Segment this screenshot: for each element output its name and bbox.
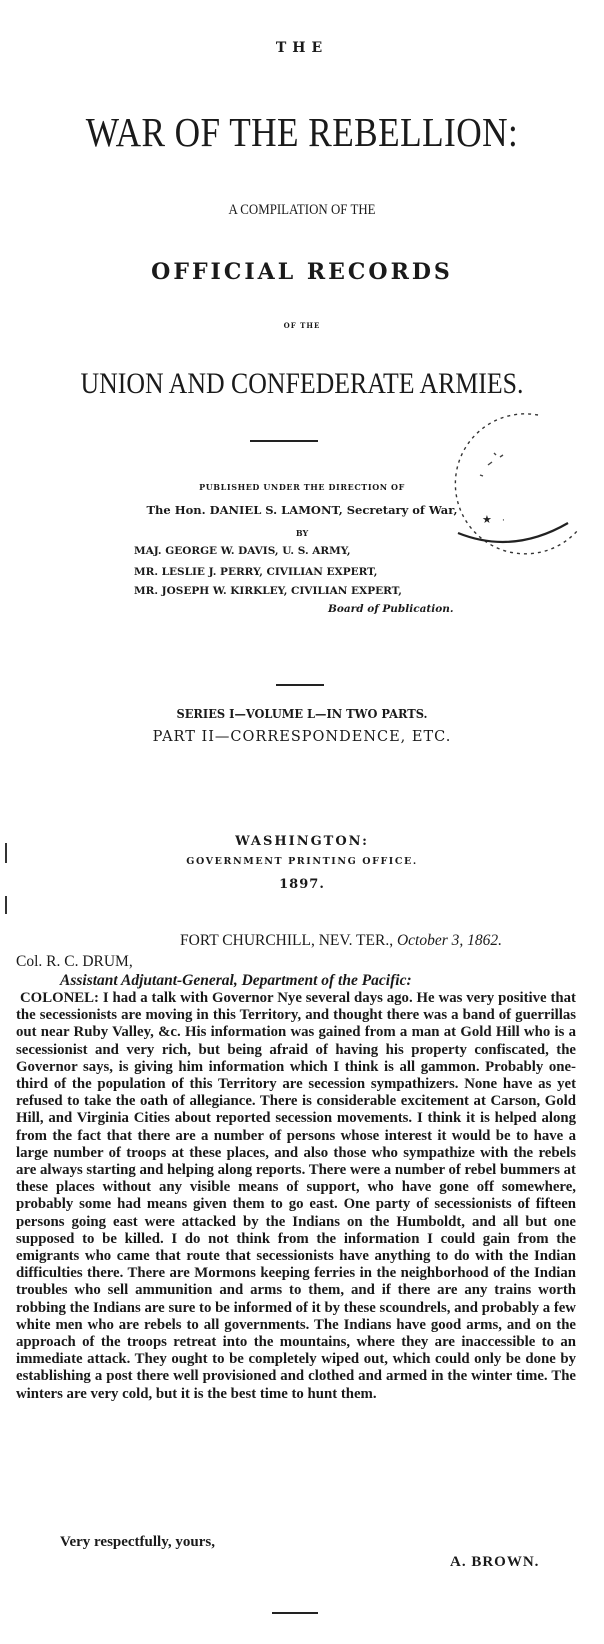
- part-line: PART II—CORRESPONDENCE, ETC.: [152, 729, 452, 745]
- recipient: Col. R. C. DRUM,: [16, 953, 133, 970]
- title-the: THE: [275, 40, 329, 56]
- dateline: [180, 932, 502, 950]
- imprint-city: WASHINGTON:: [235, 834, 369, 849]
- series-line: SERIES I—VOLUME L—IN TWO PARTS.: [176, 707, 428, 721]
- margin-mark: [5, 896, 7, 914]
- svg-text:·: ·: [502, 516, 505, 526]
- dateline-place: FORT CHURCHILL, NEV. TER.,: [180, 932, 397, 949]
- board-member: MAJ. GEORGE W. DAVIS, U. S. ARMY,: [134, 545, 351, 557]
- board-member: MR. LESLIE J. PERRY, CIVILIAN EXPERT,: [134, 566, 378, 578]
- published-line: PUBLISHED UNDER THE DIRECTION OF: [199, 482, 405, 492]
- board-label: Board of Publication.: [328, 603, 454, 615]
- closing: Very respectfully, yours,: [60, 1534, 215, 1550]
- armies-heading: UNION AND CONFEDERATE ARMIES.: [80, 367, 524, 400]
- divider-rule: [276, 684, 324, 686]
- imprint-office: GOVERNMENT PRINTING OFFICE.: [186, 856, 418, 867]
- board-member: MR. JOSEPH W. KIRKLEY, CIVILIAN EXPERT,: [134, 585, 402, 597]
- signature: A. BROWN.: [450, 1554, 540, 1570]
- divider-rule: [250, 440, 318, 442]
- library-stamp: [418, 405, 594, 555]
- of-the-line: OF THE: [283, 321, 321, 330]
- margin-mark: [5, 843, 7, 863]
- main-title: WAR OF THE REBELLION:: [85, 109, 519, 155]
- compilation-subtitle: A COMPILATION OF THE: [228, 202, 376, 218]
- letter-body: COLONEL: I had a talk with Governor Nye several days ago. He was very positive that the secessionists are moving in this Territory, and thought there was a band of guerrillas out near Ruby Valley, &c. His information was gained from a man at Gold Hill who is a secessionist and very rich, but being afraid of having his property confiscated, the Governor says, is giving him information which I think is all gammon. Probably one-third of the population of this Territory are secession sympathizers. None have as yet refused to take the oath of allegiance. There is considerable excitement at Carson, Gold Hill, and Virginia Cities about reported secession movements. I think it is helped along from the fact that there are a number of persons whose interest it would be to have a large number of troops at these places, and also those who sympathize with the rebels are always starting and helping along reports. There were a number of rebel bummers at these places without any visible means of support, who have gone off somewhere, probably some had means given them to go east. One party of secessionists of fifteen persons going east were attacked by the Indians on the Humboldt, and all but one supposed to be killed. I do not think from the information I could gain from the emigrants who came that route that secessionists have anything to do with the Indian difficulties there. There are Mormons keeping ferries in the neighborhood of the Indian troubles who sell ammunition and arms to them, and if there are any trains worth robbing the Indians are sure to be informed of it by these scoundrels, and probably a few white men who are rebels to all governments. The Indians have good arms, and on the approach of the troops retreat into the mountains, where they are inaccessible to an immediate attack. They ought to be completely wiped out, which could only be done by establishing a post there well provisioned and clothed and armed in the winter time. The winters are very cold, but it is the best time to hunt them.: [16, 990, 576, 1402]
- official-records-heading: OFFICIAL RECORDS: [151, 259, 453, 285]
- dateline-date: October 3, 1862.: [396, 932, 503, 949]
- by-line: BY: [295, 528, 309, 538]
- recipient-title: Assistant Adjutant-General, Department of the Pacific:: [60, 972, 412, 989]
- end-rule: [272, 1612, 318, 1614]
- imprint-year: 1897.: [279, 877, 325, 892]
- svg-text:★: ★: [482, 513, 492, 526]
- secretary-line: The Hon. DANIEL S. LAMONT, Secretary of War,: [146, 503, 458, 517]
